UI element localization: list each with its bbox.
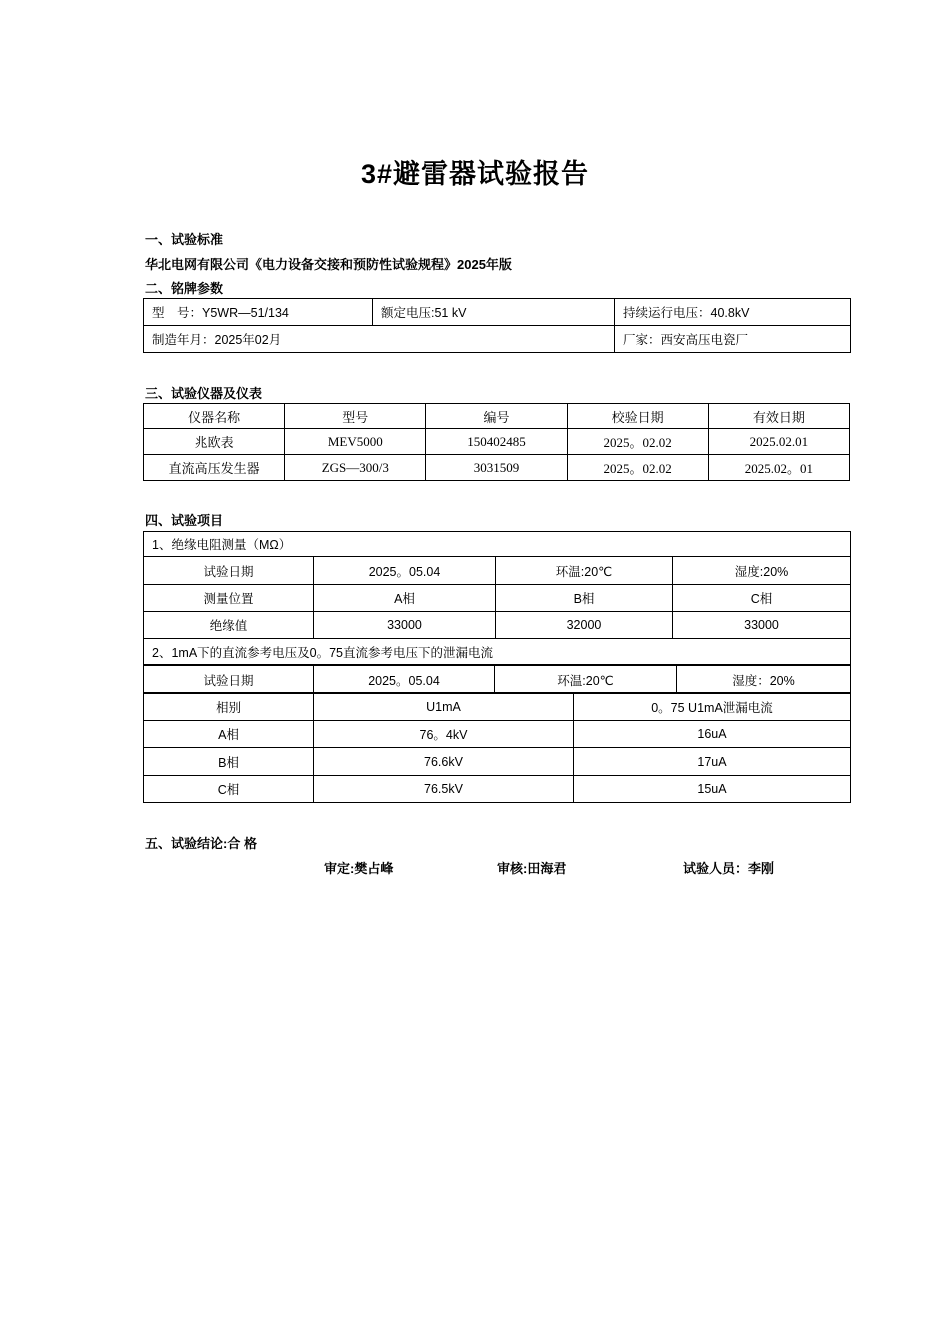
insulation-title: 1、绝缘电阻测量（MΩ） [144, 532, 851, 557]
dc-cell: 76.5kV [314, 776, 574, 803]
insulation-phase: C相 [673, 585, 851, 612]
instrument-header-cell: 校验日期 [567, 404, 708, 429]
instrument-header-cell: 有效日期 [708, 404, 849, 429]
instrument-header-cell: 型号 [285, 404, 426, 429]
instrument-cell: 2025。02.02 [567, 455, 708, 481]
nameplate-manufacturer: 厂家：西安高压电瓷厂 [615, 326, 851, 353]
dc-col-phase: 相别 [144, 693, 314, 721]
dc-humidity: 湿度：20% [677, 666, 851, 694]
dc-title: 2、1mA下的直流参考电压及0。75直流参考电压下的泄漏电流 [144, 639, 851, 665]
table-row [144, 429, 850, 455]
tester: 试验人员：李刚 [683, 861, 775, 876]
table-row [144, 748, 851, 776]
nameplate-model: 型 号：Y5WR—51/134 [144, 299, 373, 326]
dc-temp: 环温:20℃ [495, 666, 677, 694]
instrument-cell: 兆欧表 [144, 429, 285, 455]
instrument-cell: 150402485 [426, 429, 567, 455]
dc-date: 2025。05.04 [314, 666, 495, 694]
dc-cell: C相 [144, 776, 314, 803]
instrument-cell: 3031509 [426, 455, 567, 481]
dc-conditions-table [143, 665, 851, 694]
dc-cell: B相 [144, 748, 314, 776]
insulation-value: 33000 [314, 612, 496, 639]
insulation-date: 2025。05.04 [314, 557, 496, 585]
report-title: 3#避雷器试验报告 [360, 159, 590, 189]
nameplate-continuous-voltage: 持续运行电压：40.8kV [615, 299, 851, 326]
table-row [144, 455, 850, 481]
instrument-cell: ZGS—300/3 [285, 455, 426, 481]
insulation-value: 32000 [496, 612, 673, 639]
dc-cell: 76.6kV [314, 748, 574, 776]
insulation-temp: 环温:20℃ [496, 557, 673, 585]
instrument-cell: 2025.02.01 [708, 429, 849, 455]
nameplate-table [143, 298, 851, 353]
table-row [144, 776, 851, 803]
insulation-humidity: 湿度:20% [673, 557, 851, 585]
instrument-header-cell: 仪器名称 [144, 404, 285, 429]
instrument-header-cell: 编号 [426, 404, 567, 429]
dc-date-label: 试验日期 [144, 666, 314, 694]
dc-cell: A相 [144, 721, 314, 748]
approved-by: 审定:樊占峰 [324, 861, 394, 876]
table-row [144, 721, 851, 748]
insulation-position-label: 测量位置 [144, 585, 314, 612]
instrument-header-row [144, 404, 850, 429]
insulation-table [143, 531, 851, 665]
instrument-cell: 2025.02。01 [708, 455, 849, 481]
reviewed-by: 审核:田海君 [497, 861, 567, 876]
dc-col-u1ma: U1mA [314, 693, 574, 721]
dc-cell: 15uA [574, 776, 851, 803]
section-5-conclusion: 五、试验结论:合 格 [145, 836, 257, 851]
instrument-table [143, 403, 850, 481]
nameplate-manufacture-date: 制造年月：2025年02月 [144, 326, 615, 353]
test-standard: 华北电网有限公司《电力设备交接和预防性试验规程》2025年版 [145, 257, 512, 272]
section-2-heading: 二、铭牌参数 [145, 281, 224, 296]
dc-cell: 76。4kV [314, 721, 574, 748]
instrument-cell: MEV5000 [285, 429, 426, 455]
dc-cell: 16uA [574, 721, 851, 748]
dc-results-table [143, 692, 851, 803]
section-1-heading: 一、试验标准 [145, 232, 224, 247]
instrument-cell: 2025。02.02 [567, 429, 708, 455]
instrument-cell: 直流高压发生器 [144, 455, 285, 481]
section-3-heading: 三、试验仪器及仪表 [145, 386, 263, 401]
insulation-date-label: 试验日期 [144, 557, 314, 585]
insulation-value-label: 绝缘值 [144, 612, 314, 639]
insulation-phase: B相 [496, 585, 673, 612]
nameplate-rated-voltage: 额定电压:51 kV [373, 299, 615, 326]
dc-col-leak: 0。75 U1mA泄漏电流 [574, 693, 851, 721]
dc-cell: 17uA [574, 748, 851, 776]
section-4-heading: 四、试验项目 [145, 513, 224, 528]
insulation-phase: A相 [314, 585, 496, 612]
insulation-value: 33000 [673, 612, 851, 639]
